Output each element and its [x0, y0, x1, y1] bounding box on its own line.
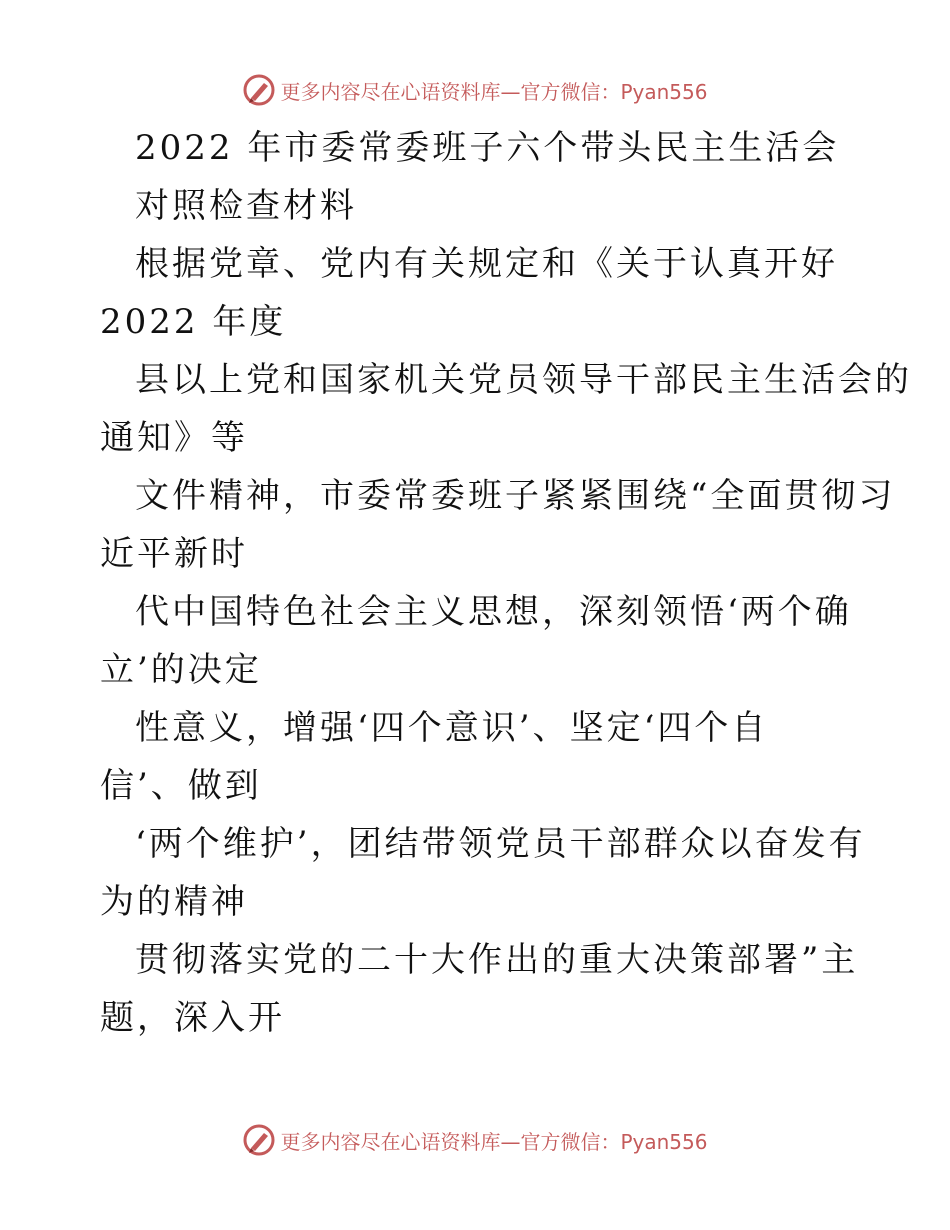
pen-logo-icon [242, 1123, 276, 1157]
document-title-line-1: 2022 年市委常委班子六个带头民主生活会 [135, 128, 840, 168]
paragraph-line: 代中国特色社会主义思想，深刻领悟‘两个确 [135, 592, 852, 632]
paragraph-line: 性意义，增强‘四个意识’、坚定‘四个自 [135, 708, 769, 748]
paragraph-line: ‘两个维护’，团结带领党员干部群众以奋发有 [135, 824, 866, 864]
paragraph-line: 县以上党和国家机关党员领导干部民主生活会的 [135, 360, 912, 400]
pen-logo-icon [242, 73, 276, 107]
paragraph-line: 2022 年度 [100, 302, 287, 342]
footer-watermark [0, 1120, 950, 1160]
paragraph-line: 信’、做到 [100, 766, 262, 806]
watermark-text: 更多内容尽在心语资料库—官方微信：Pyan556 [280, 79, 708, 104]
paragraph-line: 为的精神 [100, 882, 248, 922]
paragraph-line: 根据党章、党内有关规定和《关于认真开好 [135, 244, 838, 284]
watermark-text: 更多内容尽在心语资料库—官方微信：Pyan556 [280, 1129, 708, 1154]
paragraph-line: 立’的决定 [100, 650, 262, 690]
paragraph-line: 文件精神，市委常委班子紧紧围绕“全面贯彻习 [135, 476, 896, 516]
header-watermark [0, 70, 950, 110]
paragraph-line: 通知》等 [100, 418, 248, 458]
paragraph-line: 贯彻落实党的二十大作出的重大决策部署”主 [135, 940, 859, 980]
document-title-line-2: 对照检查材料 [135, 186, 357, 226]
paragraph-line: 题，深入开 [100, 998, 285, 1038]
paragraph-line: 近平新时 [100, 534, 248, 574]
